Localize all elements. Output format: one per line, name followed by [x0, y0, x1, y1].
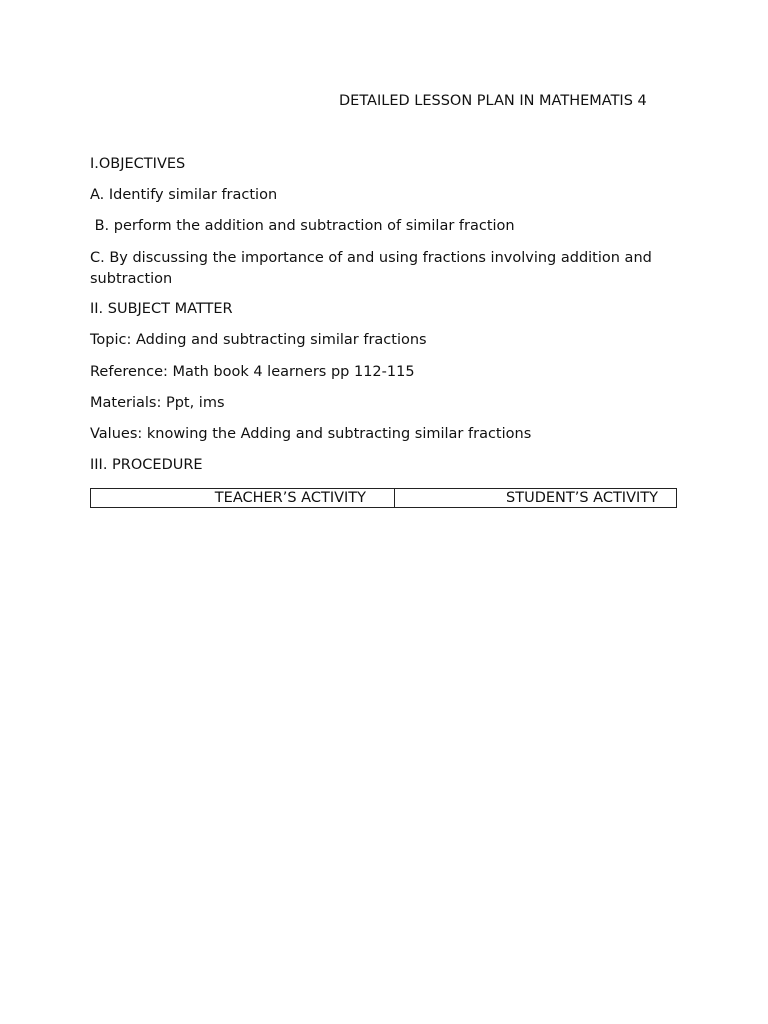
subject-topic: Topic: Adding and subtracting similar fractions	[90, 332, 427, 348]
page-title: DETAILED LESSON PLAN IN MATHEMATIS 4	[339, 93, 647, 109]
subject-values: Values: knowing the Adding and subtracting similar fractions	[90, 426, 532, 442]
objectives-heading: I.OBJECTIVES	[90, 156, 186, 172]
subject-reference: Reference: Math book 4 learners pp 112-115	[90, 364, 415, 380]
table-header-row	[91, 489, 677, 508]
objective-b: B. perform the addition and subtraction of similar fraction	[90, 218, 515, 234]
subject-materials: Materials: Ppt, ims	[90, 395, 225, 411]
subject-matter-heading: II. SUBJECT MATTER	[90, 301, 233, 317]
objective-c: C. By discussing the importance of and using fractions involving addition and subtraction	[90, 250, 652, 287]
procedure-table	[90, 488, 677, 508]
teacher-activity-header: TEACHER’S ACTIVITY	[91, 489, 395, 508]
objective-a: A. Identify similar fraction	[90, 187, 278, 203]
procedure-heading: III. PROCEDURE	[90, 457, 203, 473]
student-activity-header: STUDENT’S ACTIVITY	[395, 489, 677, 508]
